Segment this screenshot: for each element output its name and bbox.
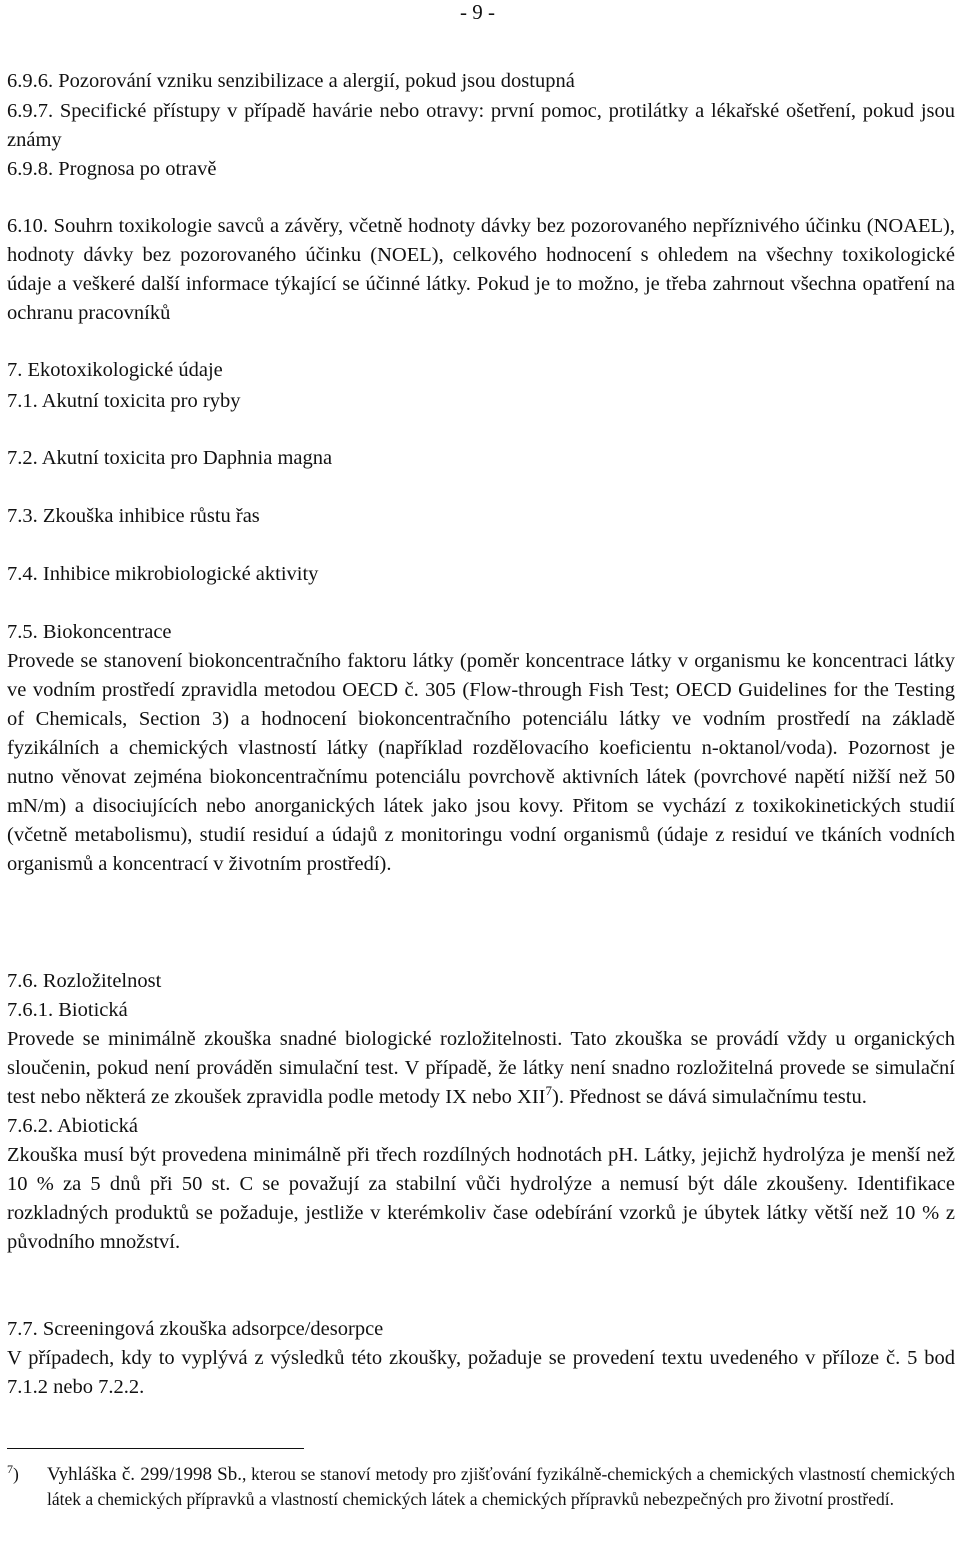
section-7 — [7, 356, 240, 416]
page-number: - 9 - — [460, 0, 495, 24]
footnote-text — [7, 1462, 955, 1511]
footnote-divider — [7, 1448, 304, 1449]
section-7-5 — [7, 618, 955, 879]
section-7-6-heading: 7.6. Rozložitelnost — [7, 970, 162, 992]
section-7-2-heading: 7.2. Akutní toxicita pro Daphnia magna — [7, 447, 333, 469]
section-7-4-heading: 7.4. Inhibice mikrobiologické aktivity — [7, 563, 319, 585]
footnote-reference: 7 — [545, 1083, 552, 1099]
section-6-9-8: 6.9.8. Prognosa po otravě — [7, 158, 217, 180]
section-7-6-1-heading: 7.6.1. Biotická — [7, 999, 128, 1021]
section-7-6-1-body-text: Provede se minimálně zkouška snadné biologické rozložitelnosti. Tato zkouška se provádí vždy u organických sloučenin, pokud není prováděn simulační test. V případě, že látky není snadno rozložitelná provede se simulační test nebo některá ze zkoušek zpravidla podle metody IX nebo XII — [7, 1028, 955, 1108]
footnote — [7, 1462, 955, 1511]
section-7-5-heading: 7.5. Biokoncentrace — [7, 621, 172, 643]
footnote-mark: $^7$) — [7, 1462, 19, 1484]
section-7-7 — [7, 1315, 955, 1402]
section-7-7-heading: 7.7. Screeningová zkouška adsorpce/desorpce — [7, 1318, 384, 1340]
section-7-7-body: V případech, kdy to vyplývá z výsledků této zkoušky, požaduje se provedení textu uvedeného v příloze č. 5 bod 7.1.2 nebo 7.2.2. — [7, 1347, 955, 1398]
section-7-3-heading: 7.3. Zkouška inhibice růstu řas — [7, 505, 260, 527]
section-6-9-7: 6.9.7. Specifické přístupy v případě havárie nebo otravy: první pomoc, protilátky a lékařské ošetření, pokud jsou známy — [7, 100, 955, 151]
section-7-6-2-heading: 7.6.2. Abiotická — [7, 1115, 138, 1137]
section-7-5-body: Provede se stanovení biokoncentračního faktoru látky (poměr koncentrace látky v organismu ke koncentraci látky ve vodním prostředí zpravidla metodou OECD č. 305 (Flow-through Fish Test; OECD Guidelines for the Testing of Chemicals, Section 3) a hodnocení biokoncentračního potenciálu látky ve vodním prostředí na základě fyzikálních a chemických vlastností látky (například rozdělovacího koeficientu n-oktanol/voda). Pozornost je nutno věnovat zejména biokoncentračnímu potenciálu povrchově aktivních látek (povrchové napětí nižší než 50 mN/m) a disociujících nebo anorganických látek jako jsou kovy. Přitom se vychází z toxikokinetických studií (včetně metabolismu), studií residuí a údajů z monitoringu vodní organismů (údaje z residuí ve tkáních vodních organismů a koncentrací v životním prostředí). — [7, 650, 955, 875]
section-7-6 — [7, 967, 955, 1257]
section-6-10: 6.10. Souhrn toxikologie savců a závěry, včetně hodnoty dávky bez pozorovaného nepříznivého účinku (NOAEL), hodnoty dávky bez pozorovaného účinku (NOEL), celkového hodnocení s ohledem na všechny toxikologické údaje a veškeré další informace týkající se účinné látky. Pokud je to možno, je třeba zahrnout všechna opatření na ochranu pracovníků — [7, 215, 955, 324]
footnote-reference-law: Vyhláška č. 299/1998 Sb. — [47, 1464, 242, 1485]
section-7-6-2-body: Zkouška musí být provedena minimálně při třech rozdílných hodnotách pH. Látky, jejichž hydrolýza je menší než 10 % za 5 dnů při 50 st. C se považují za stabilní vůči hydrolýze a nemusí být dále zkoušeny. Identifikace rozkladných produktů se požaduje, jestliže v kterémkoliv čase odebírání vzorků je úbytek látky větší než 10 % z původního množství. — [7, 1144, 955, 1253]
footnote-body: , kterou se stanoví metody pro zjišťování fyzikálně-chemických a chemických vlastností chemických látek a chemických přípravků a vlastností chemických látek a chemických přípravků nebezpečných pro životní prostředí. — [47, 1464, 956, 1509]
section-7-heading: 7. Ekotoxikologické údaje — [7, 359, 223, 381]
section-6-9-6: 6.9.6. Pozorování vzniku senzibilizace a alergií, pokud jsou dostupná — [7, 70, 575, 92]
section-7-6-1-body — [7, 1025, 955, 1112]
section-7-6-1-body-tail: ). Přednost se dává simulačnímu testu. — [552, 1086, 867, 1108]
section-7-1-heading: 7.1. Akutní toxicita pro ryby — [7, 390, 241, 412]
